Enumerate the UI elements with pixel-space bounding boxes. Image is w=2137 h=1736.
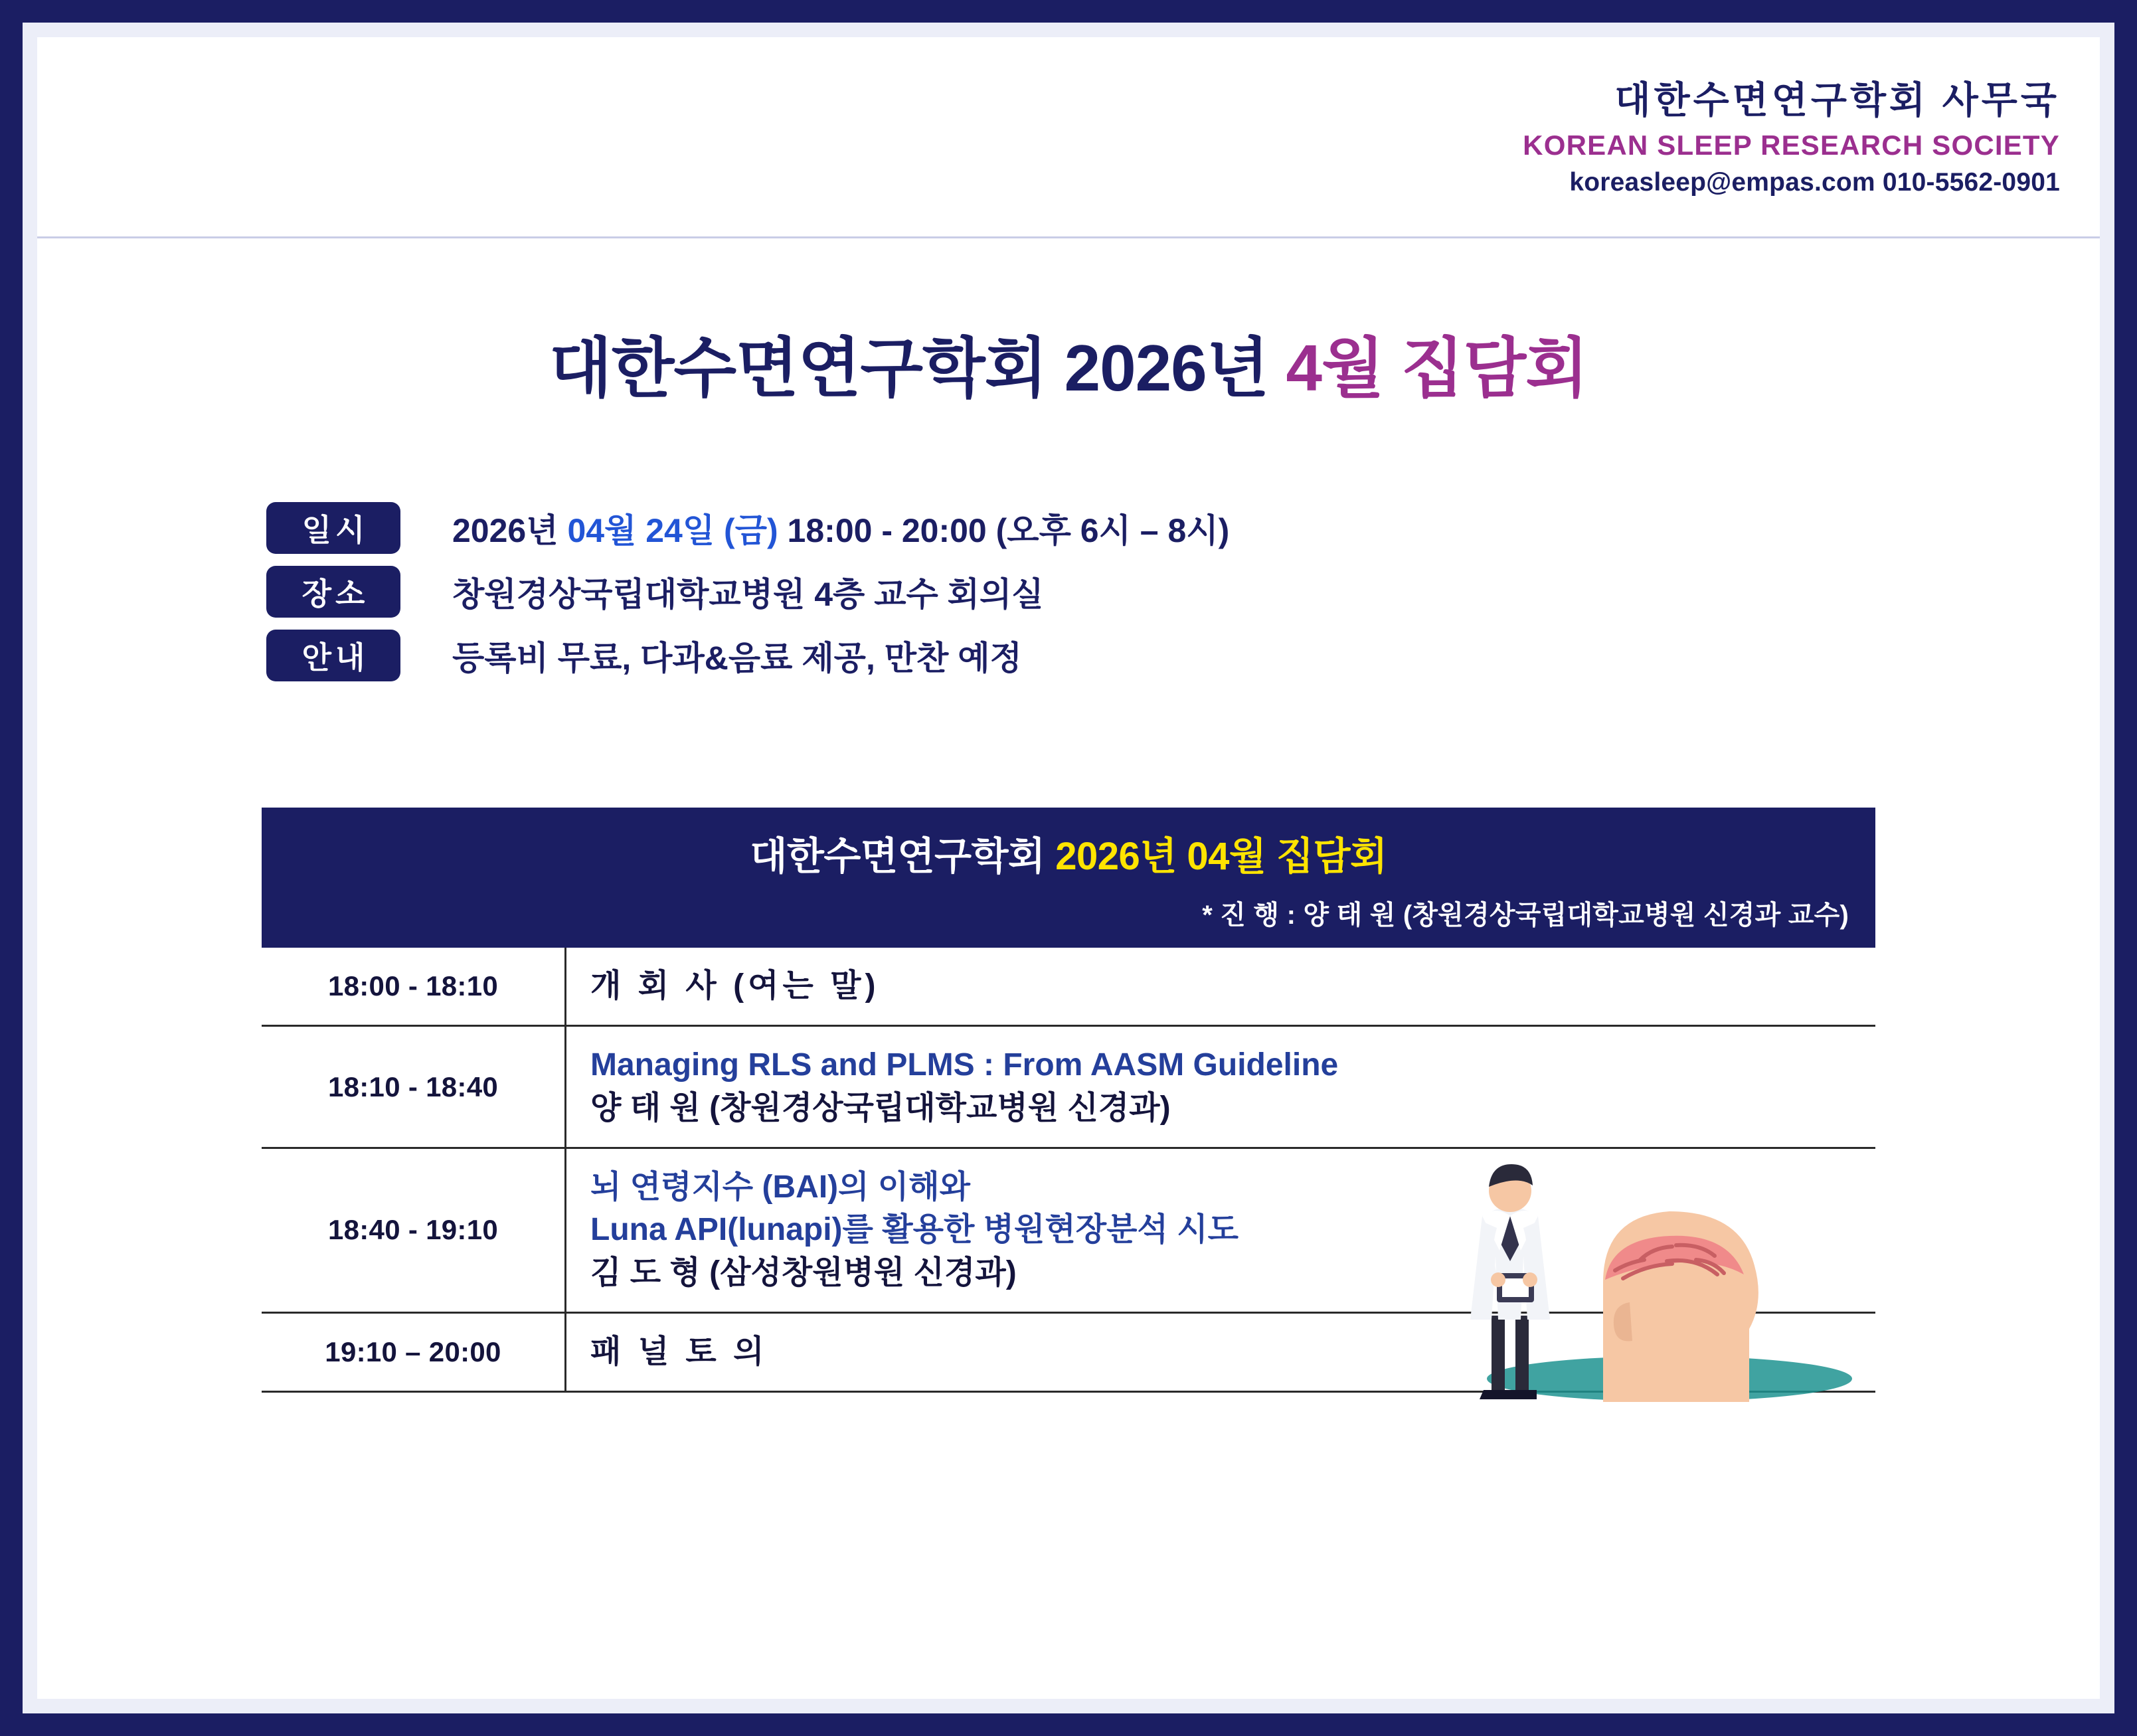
society-contact-block	[1523, 78, 2060, 198]
session-line: 개 회 사 (여는 말)	[590, 968, 880, 1003]
program-header-title-yellow: 2026년 04월 집담회	[1055, 835, 1387, 878]
session-time: 18:10 - 18:40	[327, 1071, 499, 1102]
society-name-en: KOREAN SLEEP RESEARCH SOCIETY	[1523, 130, 2060, 161]
program-table-header	[262, 808, 1875, 948]
table-row	[262, 1027, 1875, 1149]
poster-sheet	[37, 37, 2100, 1699]
page-title-main: 대한수면연구학회 2026년	[549, 331, 1286, 404]
page-title-accent: 4월 집담회	[1286, 331, 1588, 404]
program-table	[262, 808, 1875, 1393]
poster-inner-frame	[23, 23, 2114, 1713]
table-row	[262, 948, 1875, 1027]
session-time: 18:40 - 19:10	[327, 1214, 499, 1246]
info-row-place	[266, 566, 1967, 618]
session-line: 패 널 토 의	[590, 1334, 768, 1369]
program-header-title	[288, 825, 1849, 881]
info-row-date	[266, 502, 1967, 554]
session-content	[566, 948, 1875, 1025]
header-divider	[37, 236, 2100, 238]
info-date-part1: 2026년	[452, 512, 568, 549]
session-speaker: 김 도 형 (삼성창원병원 신경과)	[590, 1255, 1017, 1290]
session-content	[566, 1314, 1875, 1391]
info-tag-place: 장소	[266, 566, 400, 618]
session-time: 18:00 - 18:10	[327, 970, 499, 1002]
event-info-list	[266, 502, 1967, 693]
table-row	[262, 1149, 1875, 1314]
info-value-place: 창원경상국립대학교병원 4층 교수 회의실	[452, 576, 1044, 613]
info-date-accent: 04월 24일 (금)	[567, 512, 778, 549]
session-title-line2: Luna API(lunapi)를 활용한 병원현장분석 시도	[590, 1212, 1239, 1248]
table-row	[262, 1314, 1875, 1393]
program-header-title-white: 대한수면연구학회	[750, 835, 1056, 878]
session-title-line1: 뇌 연령지수 (BAI)의 이해와	[590, 1169, 970, 1205]
info-tag-notice: 안내	[266, 630, 400, 681]
session-time: 19:10 – 20:00	[325, 1336, 501, 1368]
info-date-part2: 18:00 - 20:00 (오후 6시 – 8시)	[778, 512, 1230, 549]
info-value-notice: 등록비 무료, 다과&음료 제공, 만찬 예정	[452, 640, 1022, 677]
info-row-notice	[266, 630, 1967, 681]
society-contact-info: koreasleep@empas.com 010-5562-0901	[1569, 167, 2060, 197]
session-speaker: 양 태 원 (창원경상국립대학교병원 신경과)	[590, 1090, 1171, 1126]
info-tag-date: 일시	[266, 502, 400, 554]
session-title: Managing RLS and PLMS : From AASM Guideline	[590, 1047, 1339, 1083]
society-name-ko: 대한수면연구학회 사무국	[1614, 79, 2060, 121]
info-value-date	[452, 504, 1229, 552]
page-title	[37, 316, 2100, 410]
program-moderator: * 진 행 : 양 태 원 (창원경상국립대학교병원 신경과 교수)	[1202, 901, 1849, 930]
session-content	[566, 1027, 1875, 1147]
session-content	[566, 1149, 1875, 1312]
